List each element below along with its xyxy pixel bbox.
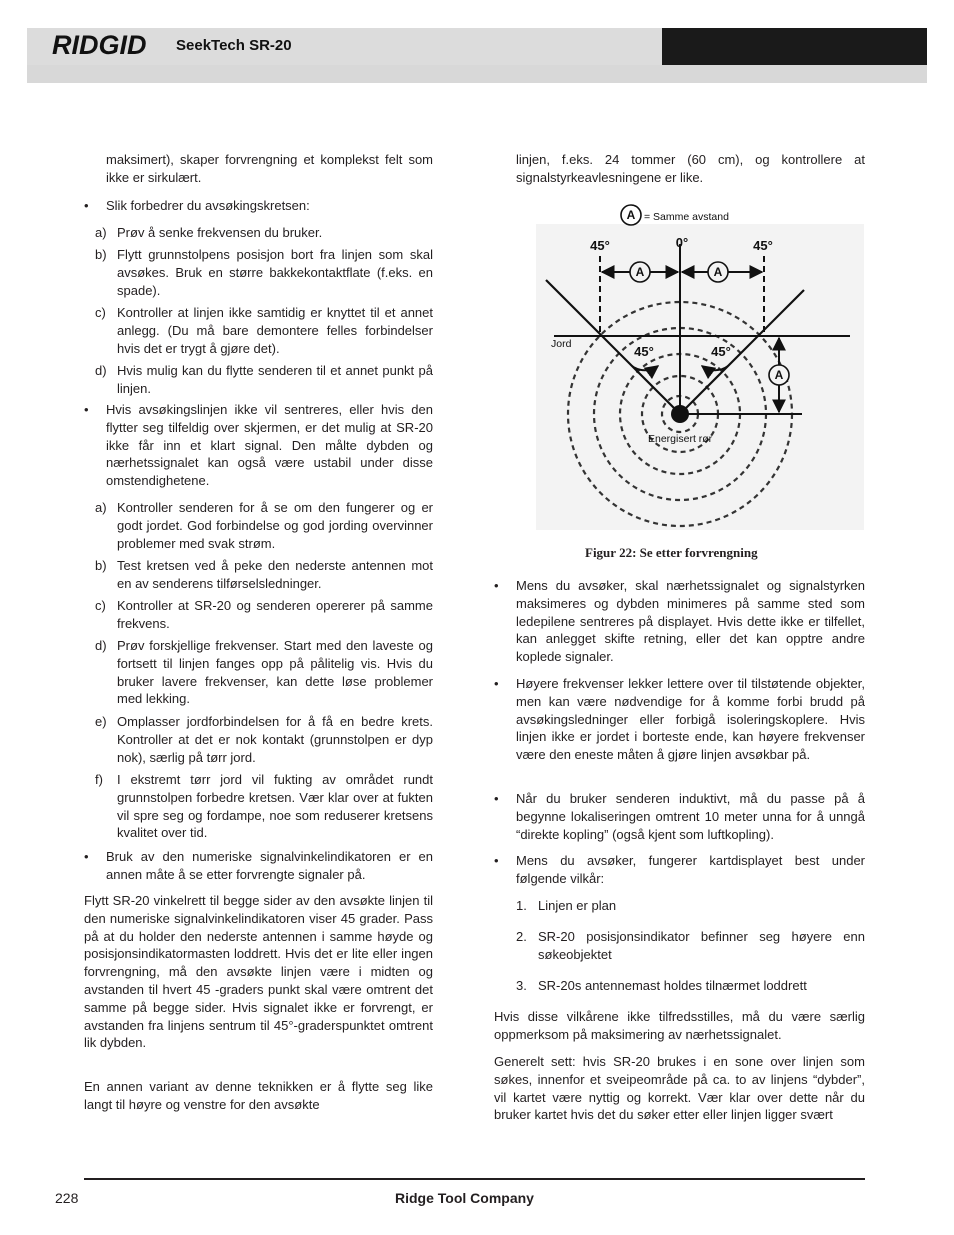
bullet-text: Slik forbedrer du avsøkingskretsen: — [106, 198, 310, 213]
list-marker: b) — [95, 247, 107, 262]
list-item: I ekstremt tørr jord vil fukting av området rundt grunnstolpen forbedre kretsen. Vær klar over at fukten vil spre seg og fordampe, noe som reduserer kretsens kvalitet over tid. — [117, 772, 433, 841]
bullet-dot: • — [84, 198, 89, 213]
list-item: Test kretsen ved å peke den nederste antennen mot en av senderens tilførselsledninger. — [117, 558, 433, 591]
bullet-text: Når du bruker senderen induktivt, må du passe på å begynne lokaliseringen omtrent 10 meter unna for å unngå “direkte kopling” (også kjent som luftkopling). — [516, 791, 865, 842]
bullet-text: Mens du avsøker, skal nærhetssignalet og signalstyrken maksimeres og dybden minimeres på samme sted som ledepilene sentreres på displayet. Hvis dette ikke er tilfellet, kan anlegget skifte retning, eller det kan opptre andre koplede signaler. — [516, 578, 865, 665]
symbol-a-label: A — [774, 368, 784, 382]
list-marker: a) — [95, 500, 107, 515]
right-continuation: linjen, f.eks. 24 tommer (60 cm), og kontrollere at signalstyrkeavlesningene er like. — [516, 152, 865, 185]
legend-symbol-a-label: A — [626, 208, 636, 222]
distortion-figure — [532, 200, 864, 530]
company-name: Ridge Tool Company — [395, 1190, 534, 1206]
list-marker: f) — [95, 772, 103, 787]
list-item: Prøv å senke frekvensen du bruker. — [117, 225, 323, 240]
paragraph: En annen variant av denne teknikken er å flytte seg like langt til høyre og venstre for den avsøkte — [84, 1079, 433, 1112]
list-item: SR-20s antennemast holdes tilnærmet loddrett — [538, 978, 807, 993]
bullet-dot: • — [494, 853, 499, 868]
list-item: Kontroller at linjen ikke samtidig er knyttet til et annet anlegg. (Du må bare demontere felles forbindelser hvis det er trygt å gjøre det). — [117, 305, 433, 356]
list-item: Flytt grunnstolpens posisjon bort fra linjen som skal avsøkes. Bruk en større bakkekontaktflate (f.eks. en spade). — [117, 247, 433, 298]
list-item: Linjen er plan — [538, 898, 617, 913]
list-item: Hvis mulig kan du flytte senderen til et annet punkt på linjen. — [117, 363, 433, 396]
angle-label-mid: 0° — [675, 235, 689, 250]
bullet-dot: • — [494, 578, 499, 593]
bullet-text: Høyere frekvenser lekker lettere over til tilstøtende objekter, men kan være nødvendige for å komme forbi brudd på avsøkingsledninger eller forbigå isoleringskoplere. Hvis linjen ikke er jordet i borteste ende, kan høyere frekvenser være den eneste måten å gjøre linjen avsøkbar på. — [516, 676, 865, 763]
left-continuation: maksimert), skaper forvrengning et komplekst felt som ikke er sirkulært. — [106, 152, 433, 185]
ground-label: Jord — [551, 338, 572, 350]
list-item: Omplasser jordforbindelsen for å få en bedre krets. Kontroller at det er nok kontakt (grunnstolpen er dyp nok), særlig på tørr jord. — [117, 714, 433, 765]
bullet-text: Mens du avsøker, fungerer kartdisplayet best under følgende vilkår: — [516, 853, 865, 886]
angle-label-right: 45° — [753, 238, 773, 253]
list-item: Kontroller senderen for å se om den fungerer og er godt jordet. God forbindelse og god jording overvinner problemer med svak strøm. — [117, 500, 433, 551]
ridgid-logo: RIDGID — [52, 30, 147, 60]
list-marker: b) — [95, 558, 107, 573]
paragraph: Flytt SR-20 vinkelrett til begge sider av den avsøkte linjen til den numeriske signalvinkelindikatoren viser 45 grader. Pass på at du holder den nederste antennen i samme høyde og posisjonsindikatormasten loddrett. Hvis det er lite eller ingen forvrengning, må den avsøkte linjen være i midten og avstanden til hvert 45 -graders punkt skal være omtrent det samme på begge sider. Hvis signalet ikke er forvrengt, er avstanden fra linjens sentrum til 45°-graderspunktet omtrent lik dybden. — [84, 893, 433, 1051]
footer-rule — [84, 1178, 865, 1180]
figure-caption: Figur 22: Se etter forvrengning — [585, 545, 758, 560]
list-marker: c) — [95, 305, 106, 320]
list-item: Prøv forskjellige frekvenser. Start med den laveste og fortsett til linjen fanges opp på pålitelig vis. Hvis du bruker lavere frekvenser, kan dette løse problemer med lekking. — [117, 638, 433, 707]
figure-background — [536, 224, 864, 530]
bullet-dot: • — [494, 676, 499, 691]
bullet-dot: • — [494, 791, 499, 806]
pipe-label: Energisert rør — [648, 433, 713, 445]
symbol-a-label: A — [713, 265, 723, 279]
bullet-text: Bruk av den numeriske signalvinkelindikatoren er en annen måte å se etter forvrengte signaler på. — [106, 849, 433, 882]
pipe-dot — [671, 405, 689, 423]
list-marker: a) — [95, 225, 107, 240]
list-item: Kontroller at SR-20 og senderen opererer på samme frekvens. — [117, 598, 433, 631]
list-marker: 3. — [516, 978, 527, 993]
list-item: SR-20 posisjonsindikator befinner seg høyere enn søkeobjektet — [538, 929, 865, 962]
bullet-text: Hvis avsøkingslinjen ikke vil sentreres, eller hvis den flytter seg tilfeldig over skjermen, er det mulig at SR-20 ikke får inn et klart signal. Den målte dybden og nærhetssignalet kan også være ustabil under disse omstendighetene. — [106, 402, 433, 489]
bullet-dot: • — [84, 849, 89, 864]
list-marker: e) — [95, 714, 107, 729]
legend-text: = Samme avstand — [644, 211, 729, 223]
bullet-dot: • — [84, 402, 89, 417]
list-marker: 2. — [516, 929, 527, 944]
angle-label-inner-left: 45° — [634, 344, 654, 359]
paragraph: Hvis disse vilkårene ikke tilfredsstilles, må du være særlig oppmerksom på maksimering av nærhetssignalet. — [494, 1009, 865, 1042]
list-marker: c) — [95, 598, 106, 613]
list-marker: 1. — [516, 898, 527, 913]
paragraph: Generelt sett: hvis SR-20 brukes i en sone over linjen som søkes, innenfor et sveipeområde på ca. to av linjens “dybder”, vil kartet være nyttig og korrekt. Vær klar over dette når du bruker kartet hvis det du søker etter eller linjen ligger svært — [494, 1054, 865, 1123]
header-underband — [27, 65, 927, 83]
header-dark-block — [662, 28, 927, 65]
list-marker: d) — [95, 363, 107, 378]
angle-label-inner-right: 45° — [711, 344, 731, 359]
page-number: 228 — [55, 1190, 79, 1206]
angle-label-left: 45° — [590, 238, 610, 253]
product-title: SeekTech SR-20 — [176, 37, 292, 54]
symbol-a-label: A — [635, 265, 645, 279]
list-marker: d) — [95, 638, 107, 653]
